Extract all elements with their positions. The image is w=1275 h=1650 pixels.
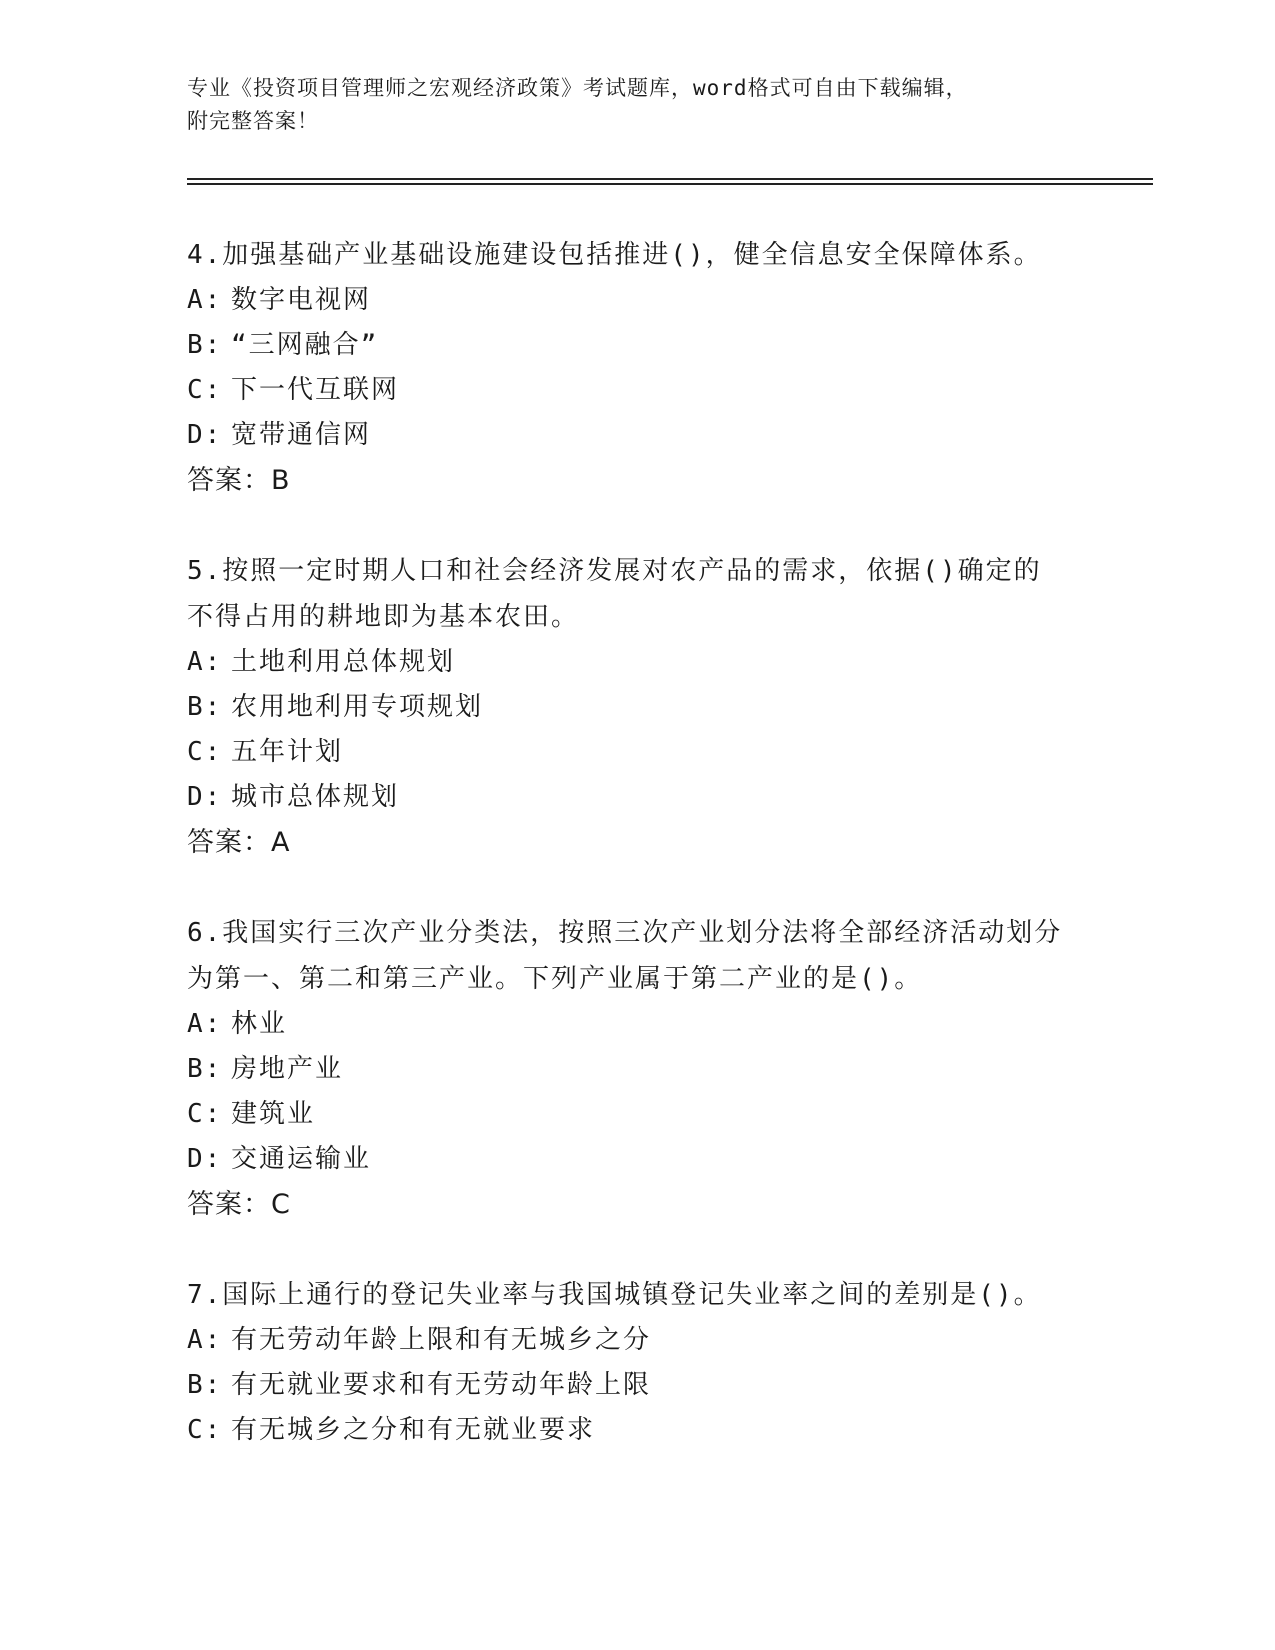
option-a (187, 278, 1087, 323)
question-list (187, 232, 1087, 1498)
question-4 (187, 232, 1087, 503)
question-stem: 5.按照一定时期人口和社会经济发展对农产品的需求，依据()确定的不得占用的耕地即为基本农田。 (187, 556, 1042, 632)
option-text: 下一代互联网 (231, 375, 400, 405)
answer-line: 答案：C (187, 1189, 291, 1220)
option-key: A: (187, 285, 223, 315)
option-b (187, 323, 1087, 368)
option-key: C: (187, 737, 223, 767)
option-text: 五年计划 (231, 737, 344, 767)
option-text: 农用地利用专项规划 (231, 692, 484, 722)
option-key: A: (187, 1325, 223, 1355)
question-stem: 7.国际上通行的登记失业率与我国城镇登记失业率之间的差别是()。 (187, 1280, 1042, 1310)
option-text: 林业 (231, 1009, 288, 1039)
option-key: C: (187, 1099, 223, 1129)
option-key: B: (187, 692, 223, 722)
option-key: A: (187, 647, 223, 677)
option-b (187, 685, 1087, 730)
option-text: 数字电视网 (231, 285, 372, 315)
option-key: B: (187, 330, 223, 360)
option-key: D: (187, 782, 223, 812)
answer-line: 答案：B (187, 465, 291, 496)
option-key: B: (187, 1370, 223, 1400)
option-a (187, 1002, 1087, 1047)
option-c (187, 1092, 1087, 1137)
option-key: C: (187, 1415, 223, 1445)
option-a (187, 640, 1087, 685)
option-text: 建筑业 (231, 1099, 316, 1129)
option-text: 交通运输业 (231, 1144, 372, 1174)
header-divider-bottom (187, 183, 1153, 185)
option-text: 城市总体规划 (231, 782, 400, 812)
option-c (187, 1408, 1087, 1453)
option-d (187, 775, 1087, 820)
question-7 (187, 1272, 1087, 1453)
question-stem: 4.加强基础产业基础设施建设包括推进()，健全信息安全保障体系。 (187, 240, 1042, 270)
header-divider-top (187, 178, 1153, 180)
option-b (187, 1047, 1087, 1092)
option-key: D: (187, 1144, 223, 1174)
header-intro-line-1: 专业《投资项目管理师之宏观经济政策》考试题库，word格式可自由下载编辑， (187, 76, 968, 100)
option-text: 土地利用总体规划 (231, 647, 456, 677)
option-a (187, 1318, 1087, 1363)
option-text: 有无就业要求和有无劳动年龄上限 (231, 1370, 652, 1400)
option-text: 宽带通信网 (231, 420, 372, 450)
question-6 (187, 910, 1087, 1227)
question-stem: 6.我国实行三次产业分类法，按照三次产业划分法将全部经济活动划分为第一、第二和第三产业。下列产业属于第二产业的是()。 (187, 918, 1063, 994)
option-key: C: (187, 375, 223, 405)
question-5 (187, 548, 1087, 865)
option-key: D: (187, 420, 223, 450)
option-text: “三网融合” (231, 330, 379, 360)
option-text: 有无劳动年龄上限和有无城乡之分 (231, 1325, 652, 1355)
answer-line: 答案：A (187, 827, 291, 858)
document-header (187, 72, 1067, 138)
option-key: B: (187, 1054, 223, 1084)
option-d (187, 1137, 1087, 1182)
option-key: A: (187, 1009, 223, 1039)
option-c (187, 368, 1087, 413)
option-c (187, 730, 1087, 775)
option-text: 房地产业 (231, 1054, 344, 1084)
header-intro-line-2: 附完整答案！ (187, 109, 319, 133)
option-b (187, 1363, 1087, 1408)
option-d (187, 413, 1087, 458)
option-text: 有无城乡之分和有无就业要求 (231, 1415, 596, 1445)
